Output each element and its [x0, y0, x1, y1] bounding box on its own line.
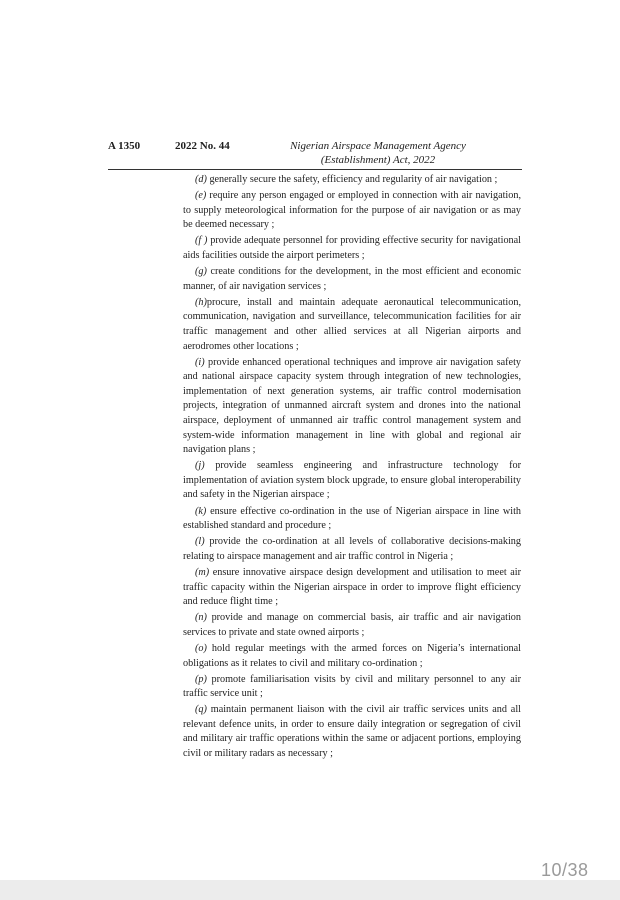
paragraph-text: provide and manage on commercial basis, air traffic and air navigation services to private and state owned airports ;	[183, 612, 521, 638]
paragraph-l	[183, 535, 521, 564]
paragraph-text: promote familiarisation visits by civil and military personnel to any air traffic service unit ;	[183, 673, 521, 700]
paragraph-label: (j)	[195, 460, 205, 472]
paragraph-d	[183, 173, 521, 188]
paragraph-label: (f )	[195, 235, 208, 247]
paragraph-f	[183, 234, 521, 263]
paragraph-label: (k)	[195, 505, 207, 517]
paragraph-label: (i)	[195, 356, 205, 368]
paragraph-text: provide seamless engineering and infrastructure technology for implementation of aviation system block upgrade, to ensure global interoperability and safety in the Nigerian airspace ;	[183, 460, 521, 501]
paragraph-text: create conditions for the development, in the most efficient and economic manner, of air navigation services ;	[183, 266, 521, 292]
paragraph-label: (o)	[195, 642, 207, 654]
section-body	[183, 173, 521, 763]
paragraph-p	[183, 673, 521, 702]
paragraph-n	[183, 611, 521, 640]
page-header	[108, 139, 523, 169]
paragraph-text: maintain permanent liaison with the civil air traffic services units and all relevant defence units, in order to ensure daily integration or segregation of civil and military air traffic operations within the same or adjacent portions, employing civil or military radars as necessary ;	[183, 704, 521, 760]
paragraph-label: (p)	[195, 673, 207, 685]
viewer-bottom-bar	[0, 880, 620, 900]
paragraph-j	[183, 459, 521, 503]
paragraph-text: ensure effective co-ordination in the use of Nigerian airspace in line with established standard and procedure ;	[183, 505, 521, 532]
paragraph-text: generally secure the safety, efficiency and regularity of air navigation ;	[206, 174, 498, 185]
paragraph-g	[183, 265, 521, 294]
paragraph-text: require any person engaged or employed in connection with air navigation, to supply meteorological information for the purpose of air navigation or as may be deemed necessary ;	[183, 190, 521, 231]
paragraph-text: provide enhanced operational techniques and improve air navigation safety and national airspace capacity system through integration of new technologies, implementation of next generation systems, air traffic control modernisation projects, integration of unmanned aircraft system and drones into the national airspace, deployment of unmanned air traffic control management system and system-wide information management in line with global and regional air navigation plans ;	[183, 356, 521, 456]
paragraph-label: (g)	[195, 266, 207, 278]
paragraph-label: (n)	[195, 612, 207, 624]
act-title-line-2: (Establishment) Act, 2022	[320, 154, 436, 166]
paragraph-label: (d)	[195, 174, 207, 185]
paragraph-text: provide adequate personnel for providing effective security for navigational aids facilities outside the airport perimeters ;	[183, 235, 521, 261]
header-rule	[108, 169, 522, 170]
paragraph-label: (m)	[195, 566, 210, 578]
paragraph-text: procure, install and maintain adequate aeronautical telecommunication, communication, navigation and surveillance, telecommunication facilities for air traffic management and other allied services at all Nigerian airports and aerodromes other locations ;	[183, 296, 521, 352]
paragraph-m	[183, 566, 521, 610]
paragraph-text: hold regular meetings with the armed forces on Nigeria’s international obligations as it relates to civil and military co-ordination ;	[183, 642, 521, 669]
paragraph-label: (l)	[195, 536, 205, 548]
paragraph-label: (h)	[195, 296, 207, 308]
paragraph-q	[183, 703, 521, 761]
paragraph-e	[183, 189, 521, 233]
paragraph-o	[183, 642, 521, 671]
paragraph-text: provide the co-ordination at all levels of collaborative decisions-making relating to airspace management and air traffic control in Nigeria ;	[183, 536, 521, 562]
paragraph-k	[183, 505, 521, 534]
paragraph-label: (q)	[195, 704, 207, 716]
act-title-line-1: Nigerian Airspace Management Agency	[290, 140, 466, 152]
page-reference: A 1350	[108, 140, 141, 152]
paragraph-label: (e)	[195, 190, 207, 202]
paragraph-i	[183, 356, 521, 458]
paragraph-text: ensure innovative airspace design development and utilisation to meet air traffic capacity within the Nigerian airspace in order to improve flight efficiency and reduce flight time ;	[183, 566, 521, 608]
act-title	[258, 139, 498, 167]
paragraph-h	[183, 296, 521, 354]
page-counter: 10/38	[541, 860, 589, 880]
act-year-number: 2022 No. 44	[175, 140, 230, 152]
